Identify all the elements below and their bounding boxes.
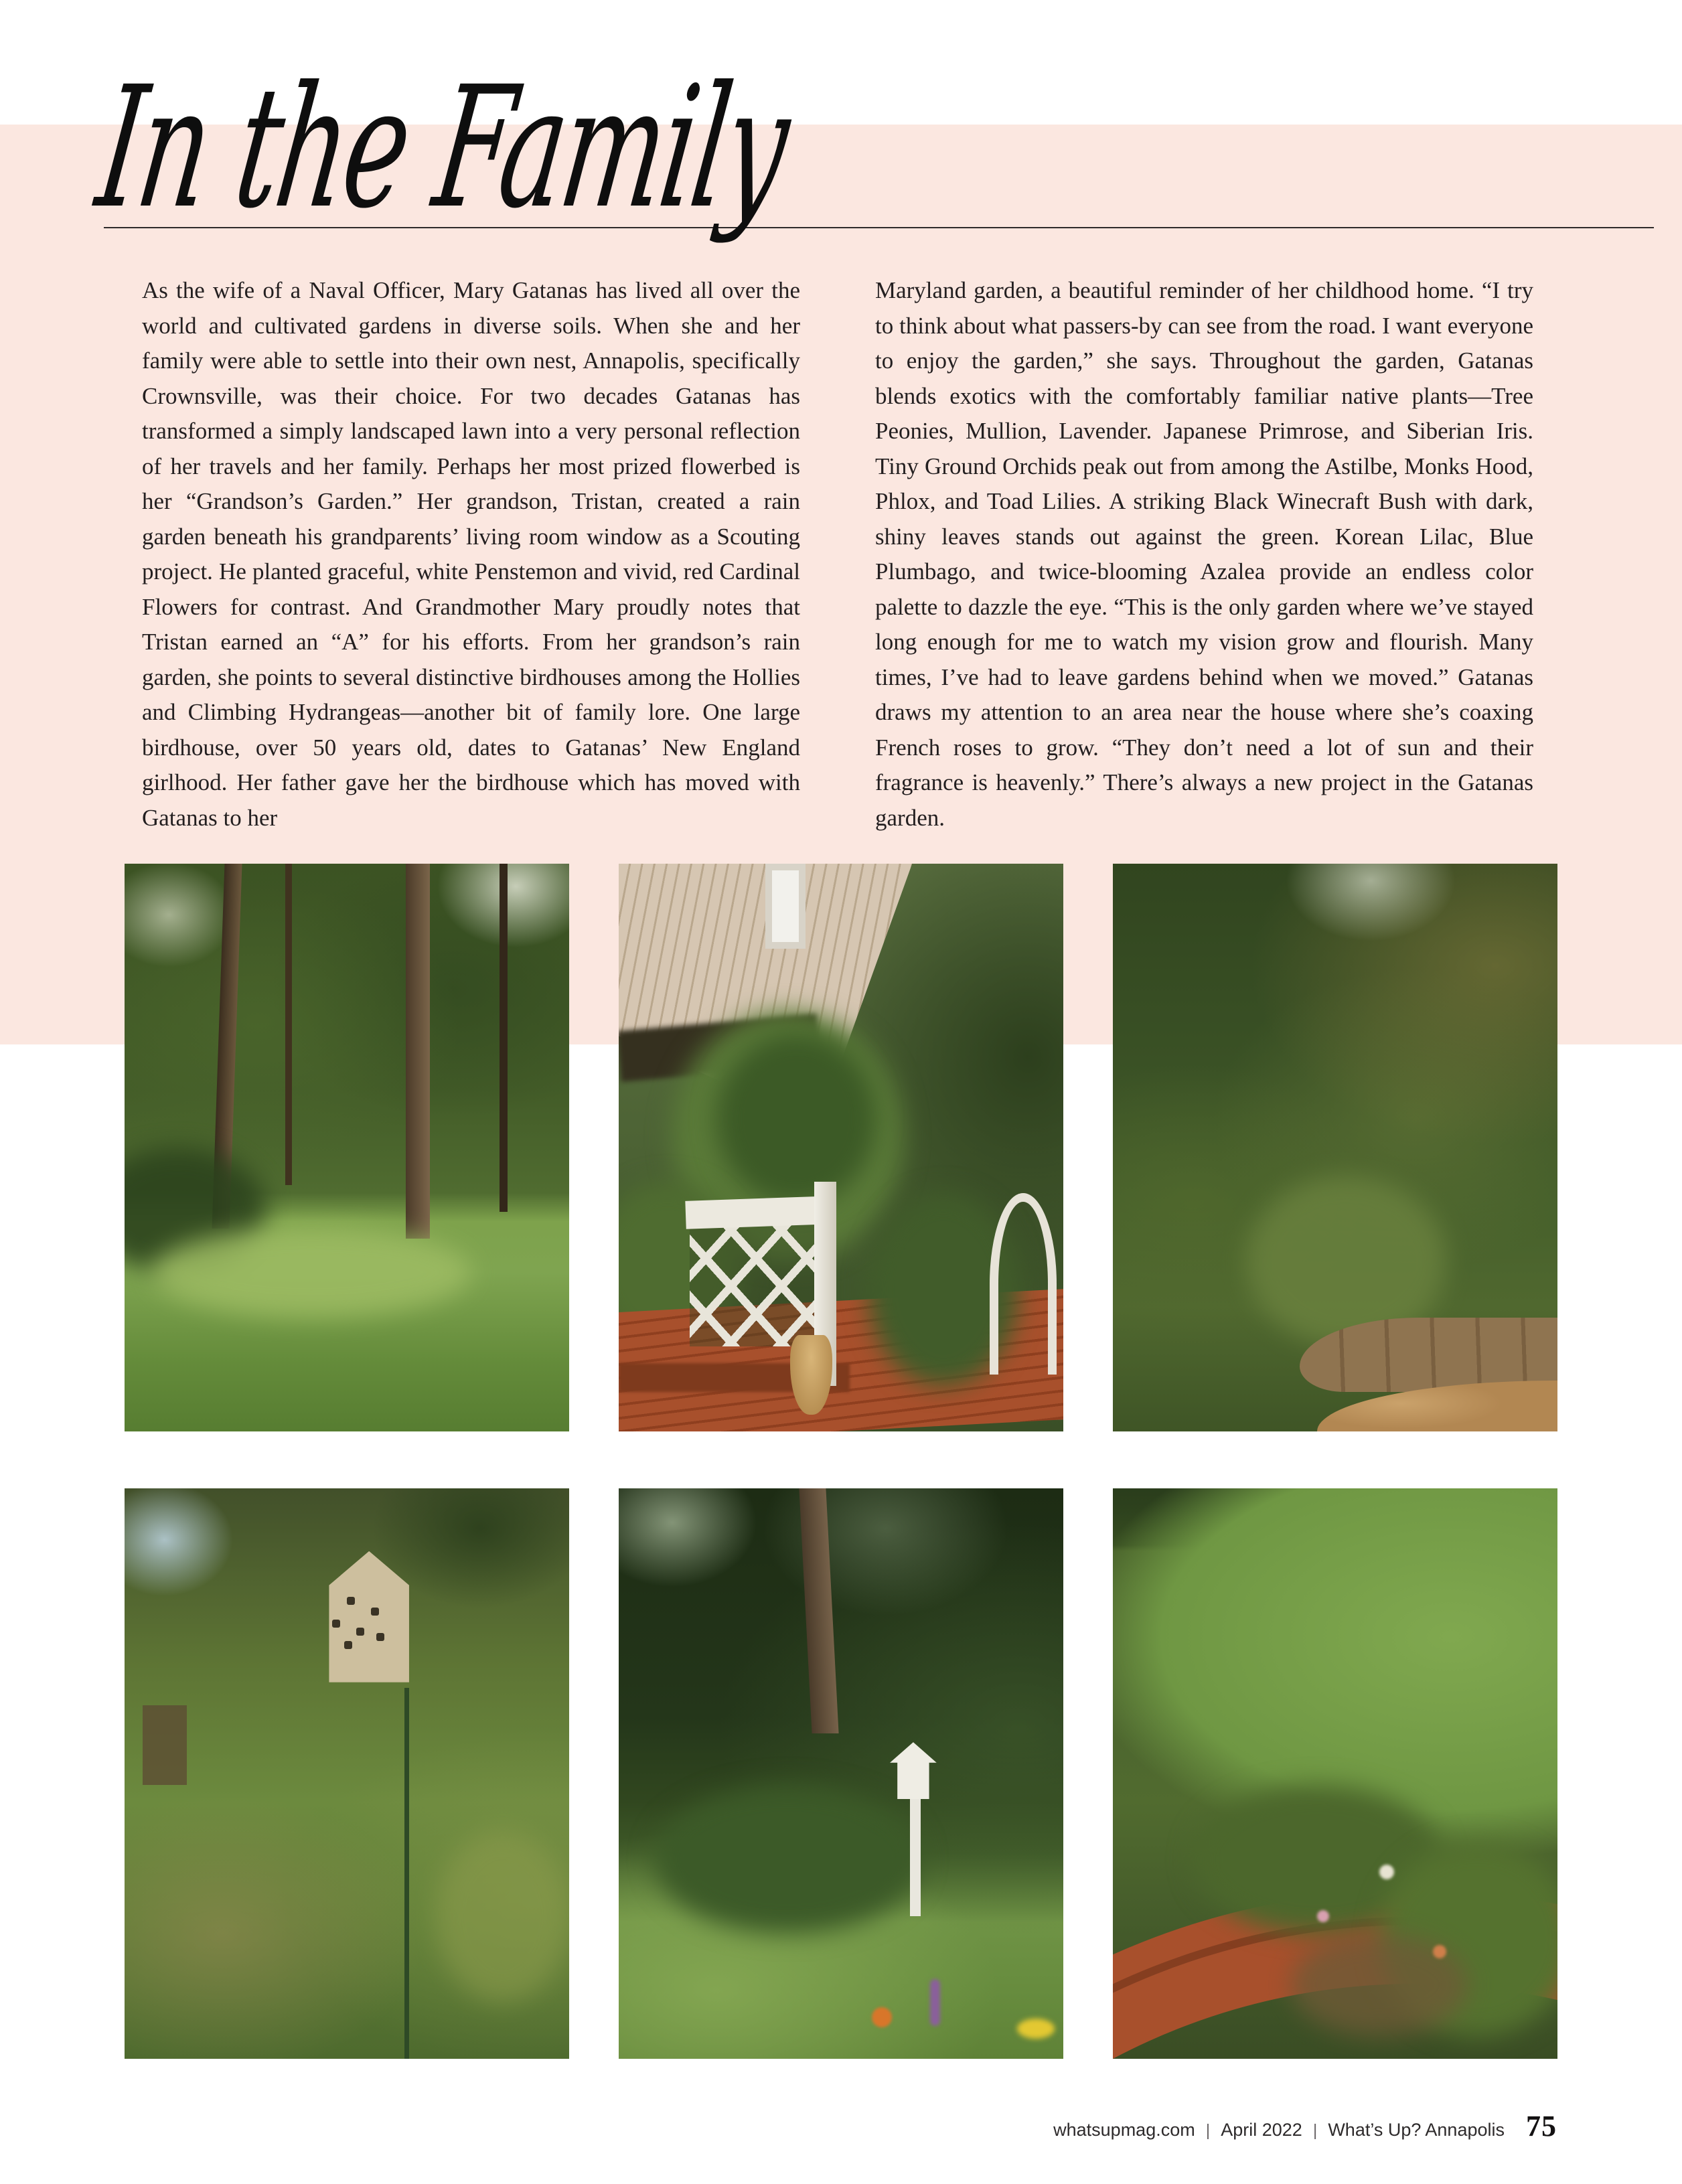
purple-flower-spike [930, 1979, 940, 2026]
article-body [142, 273, 1533, 836]
garden-photo-1 [125, 864, 569, 1431]
photo-grid [125, 864, 1557, 2059]
page-title: In the Family [88, 50, 797, 245]
footer-magazine: What’s Up? Annapolis [1328, 2120, 1505, 2140]
footer-issue: April 2022 [1221, 2120, 1302, 2140]
tree-trunk [799, 1488, 838, 1733]
sunlit-lawn [151, 1227, 471, 1318]
garden-photo-6 [1113, 1488, 1557, 2059]
garden-photo-5 [619, 1488, 1063, 2059]
yellow-flowers [1017, 2019, 1055, 2039]
tree-trunk [406, 864, 430, 1239]
article-column-right: Maryland garden, a beautiful reminder of her childhood home. “I try to think about what passers-by can see from the road. I want everyone to enjoy the garden,” she says. Throughout the garden, Gatanas blends exotics with the comfortably familiar native plants—Tree Peonies, Mullion, Lavender. Japanese Primrose, and Siberian Iris. Tiny Ground Orchids peak out from among the Astilbe, Monks Hood, Phlox, and Toad Lilies. A striking Black Winecraft Bush with dark, shiny leaves stands out against the green. Korean Lilac, Blue Plumbago, and twice-blooming Azalea provide an endless color palette to dazzle the eye. “This is the only garden where we’ve stayed long enough for me to watch my vision grow and flourish. Many times, I’ve had to leave gardens behind when we moved.” Gatanas draws my attention to an area near the house where she’s coaxing French roses to grow. “They don’t need a lot of sun and their fragrance is heavenly.” There’s always a new project in the Gatanas garden. [875, 277, 1533, 831]
background-shed [143, 1705, 187, 1785]
orange-flower [1433, 1945, 1446, 1958]
house-window [765, 864, 806, 949]
footer-divider: | [1205, 2121, 1211, 2140]
white-birdhouse-lantern [890, 1742, 937, 1799]
birdhouse-holes [347, 1597, 355, 1605]
orange-flower [872, 2007, 892, 2027]
mid-shrubs [654, 1785, 921, 1934]
footer-site: whatsupmag.com [1053, 2120, 1195, 2140]
garden-photo-4 [125, 1488, 569, 2059]
white-lattice-railing [690, 1216, 823, 1346]
page-number: 75 [1526, 2110, 1557, 2142]
lantern-post [910, 1785, 921, 1916]
tree-trunk [285, 864, 292, 1185]
garden-photo-2 [619, 864, 1063, 1431]
arching-branches [436, 1830, 569, 2002]
page-footer [1053, 2109, 1557, 2143]
vine-canopy-shadow [716, 1034, 876, 1204]
article-column-left: As the wife of a Naval Officer, Mary Gatanas has lived all over the world and cultivated gardens in diverse soils. When she and her family were able to settle into their own nest, Annapolis, specifically Crownsville, was their choice. For two decades Gatanas has transformed a simply landscaped lawn into a very personal reflection of her travels and her family. Perhaps her most prized flowerbed is her “Grandson’s Garden.” Her grandson, Tristan, created a rain garden beneath his grandparents’ living room window as a Scouting project. He planted graceful, white Penstemon and vivid, red Cardinal Flowers for contrast. And Grandmother Mary proudly notes that Tristan earned an “A” for his efforts. From her grandson’s rain garden, she points to several distinctive birdhouses among the Hollies and Climbing Hydrangeas—another bit of family lore. One large birdhouse, over 50 years old, dates to Gatanas’ New England girlhood. Her father gave her the birdhouse which has moved with Gatanas to her [142, 277, 800, 831]
railing-top-rail [685, 1196, 832, 1230]
footer-divider: | [1312, 2121, 1318, 2140]
garden-photo-3 [1113, 864, 1557, 1431]
large-birdhouse [329, 1551, 409, 1683]
tree-trunk [500, 864, 508, 1212]
garden-arch [990, 1193, 1057, 1375]
plant-stake [404, 1688, 409, 2059]
